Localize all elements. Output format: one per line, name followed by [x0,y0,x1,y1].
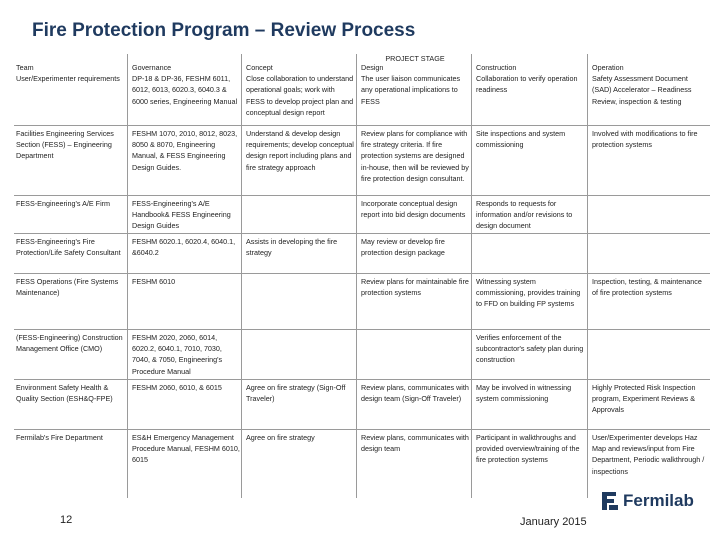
row-fpls-consultant-construction [474,236,588,276]
row-ae-firm-design: Incorporate conceptual design report into bid design documents [361,199,466,220]
review-process-table [14,54,710,499]
row-team-governance: Governance DP-18 & DP-36, FESHM 6011, 6012, 6013, 6020.3, 6040.3 & 6000 series, Engineering Manual [132,63,238,106]
row-ae-firm-team: FESS-Engineering's A/E Firm [16,199,111,208]
row-ae-firm-operation [590,198,710,236]
fermilab-logo [598,490,694,512]
row-ae-firm-governance: FESS-Engineering's A/E Handbook& FESS Engineering Design Guides [132,199,231,231]
row-fpls-consultant-design: May review or develop fire protection design package [361,237,445,258]
row-fpls-consultant-concept: Assists in developing the fire strategy [246,237,338,258]
row-fire-department-operation: User/Experimenter develops Haz Map and reviews/input from Fire Department, Periodic walkthrough / inspections [592,433,705,476]
row-cmo-team: (FESS-Engineering) Construction Management Office (CMO) [16,333,123,354]
row-esh-q-construction: May be involved in witnessing system commissioning [476,383,572,404]
row-fpls-consultant-governance: FESHM 6020.1, 6020.4, 6040.1, &6040.2 [132,237,236,258]
row-fess-operations-operation: Inspection, testing, & maintenance of fire protection systems [592,277,702,298]
row-fess-engineering-governance: FESHM 1070, 2010, 8012, 8023, 8050 & 8070, Engineering Manual, & FESS Engineering Design Guides. [132,129,238,172]
row-team-concept: Concept Close collaboration to understand operational goals; work with FESS to develop project plan and conceptual design report [246,63,354,117]
row-fess-operations-governance: FESHM 6010 [132,277,176,286]
row-fpls-consultant-team: FESS-Engineering's Fire Protection/Life Safety Consultant [16,237,121,258]
row-fire-department-governance: ES&H Emergency Management Procedure Manual, FESHM 6010, 6015 [132,433,240,465]
row-fire-department-concept: Agree on fire strategy [246,433,315,442]
row-cmo-operation [590,332,710,382]
slide-title: Fire Protection Program – Review Process [32,20,416,41]
column-divider [127,54,128,498]
logo-text: Fermilab [623,491,694,510]
row-fess-engineering-operation: Involved with modifications to fire protection systems [592,129,698,150]
row-fess-engineering-team: Facilities Engineering Services Section (FESS) – Engineering Department [16,129,114,161]
row-fess-engineering-construction: Site inspections and system commissioning [476,129,566,150]
row-team-construction: Construction Collaboration to verify operation readiness [476,63,578,95]
row-cmo-design [359,332,472,382]
row-fess-operations-concept [244,276,357,332]
row-esh-q-governance: FESHM 2060, 6010, & 6015 [132,383,222,392]
row-fpls-consultant-operation [590,236,710,276]
row-esh-q-concept: Agree on fire strategy (Sign-Off Traveler) [246,383,346,404]
row-team-operation: Operation Safety Assessment Document (SAD) Accelerator – Readiness Review, inspection & testing [592,63,692,106]
row-cmo-governance: FESHM 2020, 2060, 6014, 6020.2, 6040.1, 7010, 7030, 7040, & 7050, Engineering's Procedure Manual [132,333,223,376]
row-esh-q-team: Environment Safety Health & Quality Section (ESH&Q-FPE) [16,383,113,404]
row-fire-department-team: Fermilab's Fire Department [16,433,103,442]
footer-date: January 2015 [520,516,587,528]
row-esh-q-design: Review plans, communicates with design team (Sign-Off Traveler) [361,383,469,404]
row-fess-operations-construction: Witnessing system commissioning, provides training to FFD on building FP systems [476,277,581,309]
row-cmo-concept [244,332,357,382]
row-fire-department-design: Review plans, communicates with design team [361,433,469,454]
row-cmo-construction: Verifies enforcement of the subcontractor's safety plan during construction [476,333,584,365]
row-fire-department-construction: Participant in walkthroughs and provided overview/training of the fire protection systems [476,433,580,465]
row-ae-firm-construction: Responds to requests for information and/or revisions to design document [476,199,573,231]
page-number: 12 [60,514,73,526]
row-fess-engineering-concept: Understand & develop design requirements; develop conceptual design report including plans and fire strategy approach [246,129,354,172]
row-esh-q-operation: Highly Protected Risk Inspection program, Experiment Reviews & Approvals [592,383,696,415]
row-fess-operations-team: FESS Operations (Fire Systems Maintenance) [16,277,119,298]
row-fess-engineering-design: Review plans for compliance with fire strategy criteria. If fire protection systems are designed in-house, then will be reviewed by fire protection design consultant. [361,129,469,183]
row-fess-operations-design: Review plans for maintainable fire protection systems [361,277,469,298]
fermilab-logo-icon [598,490,620,512]
row-ae-firm-concept [244,198,357,236]
project-stage-label: PROJECT STAGE [385,54,445,63]
row-team-team: Team User/Experimenter requirements [16,63,120,84]
row-team-design: Design The user liaison communicates any operational implications to FESS [361,63,461,106]
